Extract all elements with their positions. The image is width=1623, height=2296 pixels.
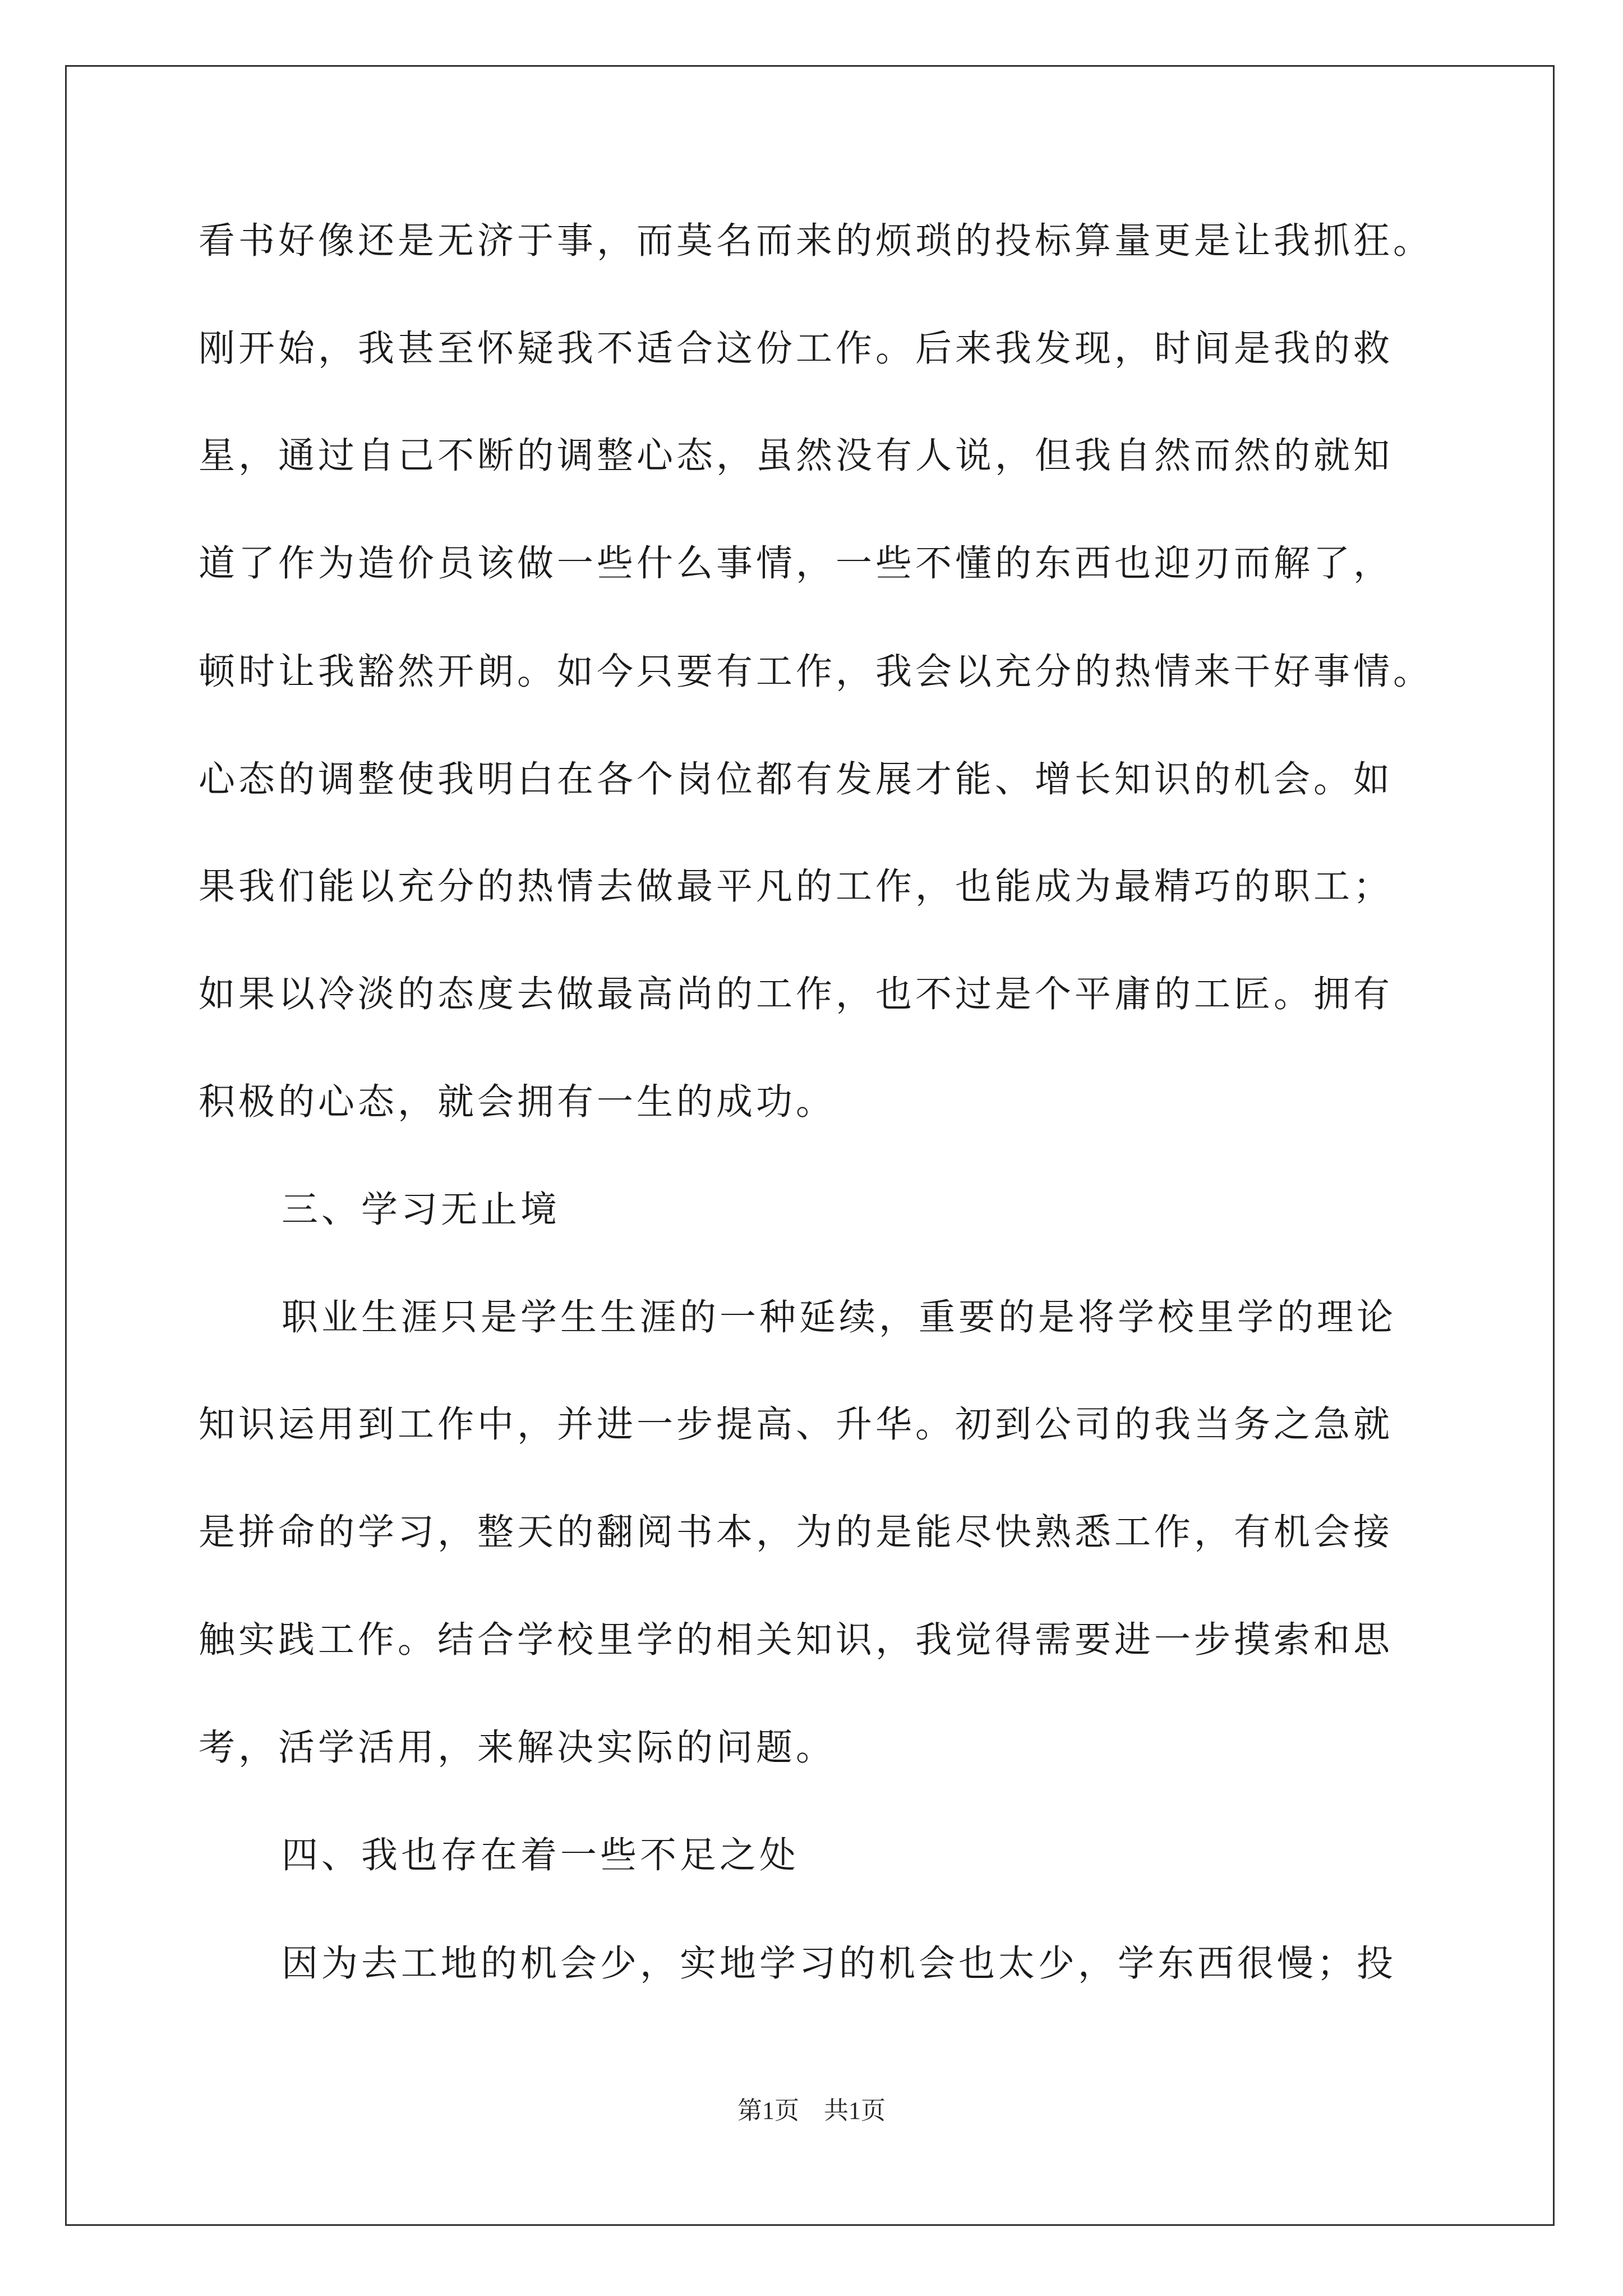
page-border bbox=[65, 65, 1555, 2226]
body-text-line: 是拼命的学习，整天的翻阅书本，为的是能尽快熟悉工作，有机会接 bbox=[199, 1511, 1394, 1553]
body-text-line: 星，通过自己不断的调整心态，虽然没有人说，但我自然而然的就知 bbox=[199, 435, 1394, 477]
body-text-line: 道了作为造价员该做一些什么事情，一些不懂的东西也迎刃而解了， bbox=[199, 542, 1394, 585]
body-text-line: 积极的心态，就会拥有一生的成功。 bbox=[199, 1081, 836, 1123]
page-number-footer: 第1页 共1页 bbox=[737, 2097, 886, 2124]
body-text-line: 触实践工作。结合学校里学的相关知识，我觉得需要进一步摸索和思 bbox=[199, 1619, 1394, 1661]
body-text-line: 顿时让我豁然开朗。如今只要有工作，我会以充分的热情来干好事情。 bbox=[199, 651, 1433, 693]
body-text-line: 如果以冷淡的态度去做最高尚的工作，也不过是个平庸的工匠。拥有 bbox=[199, 973, 1394, 1015]
section-heading: 三、学习无止境 bbox=[282, 1189, 561, 1231]
section-heading: 四、我也存在着一些不足之处 bbox=[282, 1834, 800, 1876]
body-text-line: 职业生涯只是学生生涯的一种延续，重要的是将学校里学的理论 bbox=[282, 1296, 1397, 1338]
body-text-line: 刚开始，我甚至怀疑我不适合这份工作。后来我发现，时间是我的救 bbox=[199, 328, 1394, 370]
body-text-line: 知识运用到工作中，并进一步提高、升华。初到公司的我当务之急就 bbox=[199, 1404, 1394, 1446]
body-text-line: 果我们能以充分的热情去做最平凡的工作，也能成为最精巧的职工； bbox=[199, 866, 1394, 908]
body-text-line: 看书好像还是无济于事，而莫名而来的烦琐的投标算量更是让我抓狂。 bbox=[199, 220, 1433, 262]
body-text-line: 心态的调整使我明白在各个岗位都有发展才能、增长知识的机会。如 bbox=[199, 758, 1394, 800]
body-text-line: 因为去工地的机会少，实地学习的机会也太少，学东西很慢；投 bbox=[282, 1943, 1397, 1985]
body-text-line: 考，活学活用，来解决实际的问题。 bbox=[199, 1727, 836, 1769]
